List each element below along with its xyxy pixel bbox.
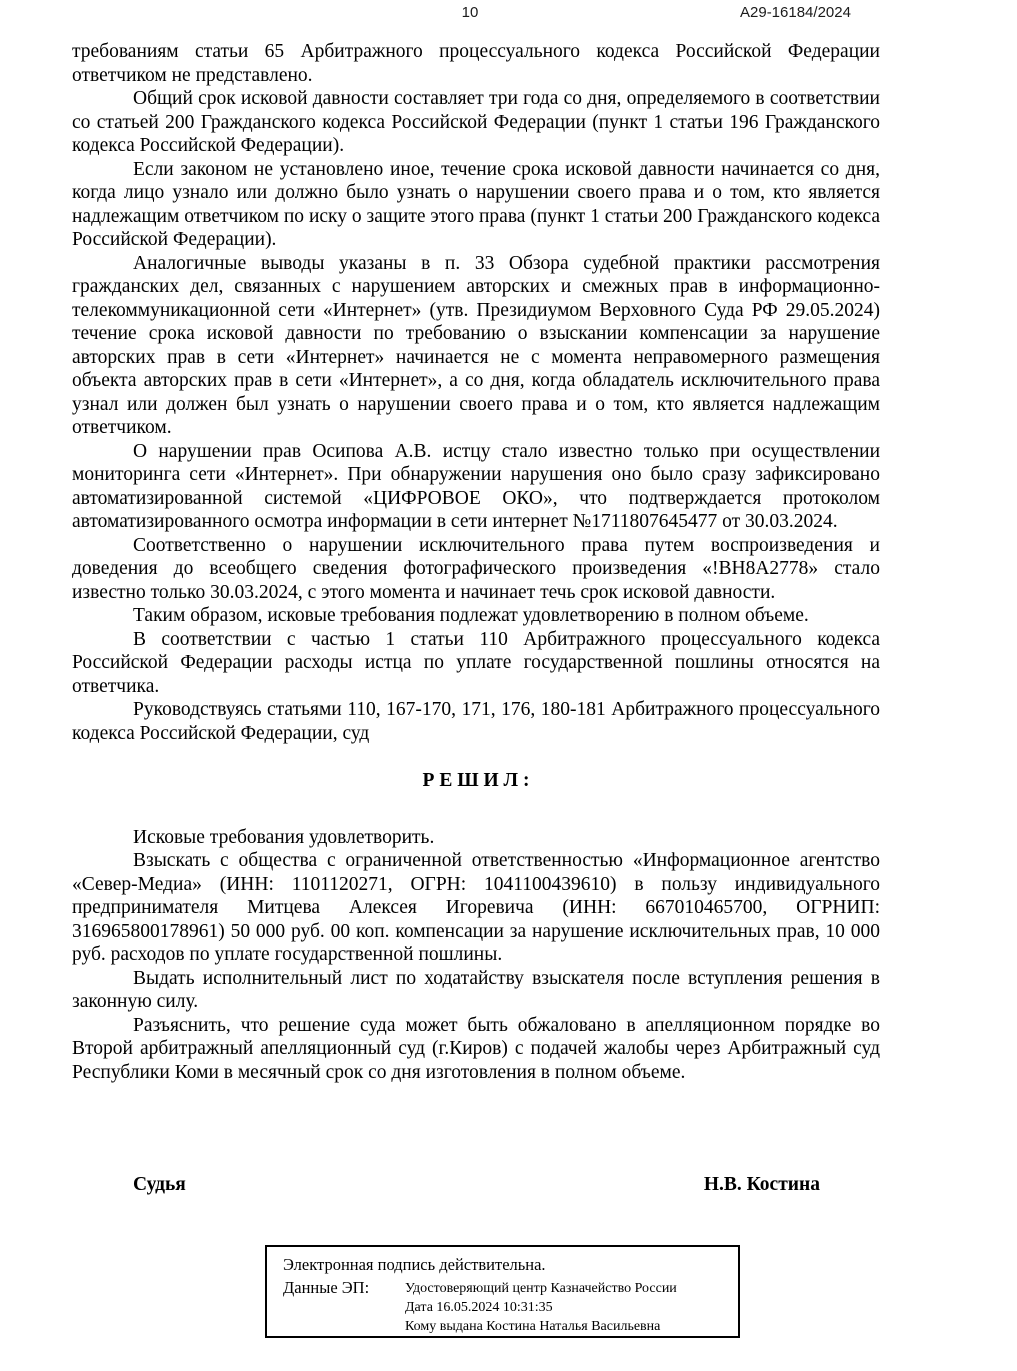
esign-data-label: Данные ЭП: xyxy=(283,1278,370,1297)
signature-row xyxy=(72,1173,880,1197)
page-number: 10 xyxy=(461,4,479,21)
decision-paragraph: Выдать исполнительный лист по ходатайству взыскателя после вступления решения в законную силу. xyxy=(72,967,880,1012)
esign-valid-text: Электронная подпись действительна. xyxy=(283,1255,546,1274)
case-number: A29-16184/2024 xyxy=(740,4,851,21)
esign-details xyxy=(405,1277,677,1336)
body-paragraph: В соответствии с частью 1 статьи 110 Арбитражного процессуального кодекса Российской Федерации расходы истца по уплате государственной пошлины относятся на ответчика. xyxy=(72,628,880,697)
body-paragraph: Руководствуясь статьями 110, 167-170, 171, 176, 180-181 Арбитражного процессуального кодекса Российской Федерации, суд xyxy=(72,699,880,744)
body-paragraph: требованиям статьи 65 Арбитражного процессуального кодекса Российской Федерации ответчиком не представлено. xyxy=(72,41,880,86)
body-paragraph: Таким образом, исковые требования подлежат удовлетворению в полном объеме. xyxy=(133,605,809,626)
esign-date: Дата 16.05.2024 10:31:35 xyxy=(405,1300,553,1315)
document-body xyxy=(72,40,880,1084)
esign-issued-to: Кому выдана Костина Наталья Васильевна xyxy=(405,1319,661,1334)
decision-paragraph: Исковые требования удовлетворить. xyxy=(133,826,435,848)
body-paragraph: О нарушении прав Осипова А.В. истцу стало известно только при осуществлении мониторинга сети «Интернет». При обнаружении нарушения оно было сразу зафиксировано автоматизированной системой «ЦИФРОВОЕ ОКО», что подтверждается протоколом автоматизированного осмотра информации в сети интернет №1711807645477 от 30.03.2024. xyxy=(72,440,880,532)
esign-stamp xyxy=(265,1245,740,1338)
body-paragraph: Если законом не установлено иное, течение срока исковой давности начинается со дня, когда лицо узнало или должно было узнать о нарушении своего права и о том, кто является надлежащим ответчиком по иску о защите этого права (пункт 1 статьи 200 Гражданского кодекса Российской Федерации). xyxy=(72,158,880,250)
judge-role-label: Судья xyxy=(133,1174,186,1195)
body-paragraph: Соответственно о нарушении исключительного права путем воспроизведения и доведения до всеобщего сведения фотографического произведения «!BH8A2778» стало известно только 30.03.2024, с этого момента и начинает течь срок исковой давности. xyxy=(72,534,880,603)
judge-name: Н.В. Костина xyxy=(703,1174,820,1195)
body-paragraph: Аналогичные выводы указаны в п. 33 Обзора судебной практики рассмотрения гражданских дел, связанных с нарушением авторских и смежных прав в информационно-телекоммуникационной сети «Интернет» (утв. Президиумом Верховного Суда РФ 29.05.2024) течение срока исковой давности по требованию о взыскании компенсации за нарушение авторских прав в сети «Интернет» начинается не с момента неправомерного размещения объекта авторских прав в сети «Интернет», а со дня, когда обладатель исключительного права узнал или должен был узнать о нарушении своего права и о том, кто является надлежащим ответчиком. xyxy=(72,252,880,438)
body-paragraph: Общий срок исковой давности составляет три года со дня, определяемого в соответствии со статьей 200 Гражданского кодекса Российской Федерации (пункт 1 статьи 196 Гражданского кодекса Российской Федерации). xyxy=(72,88,880,156)
decision-paragraph: Разъяснить, что решение суда может быть обжаловано в апелляционном порядке во Второй арбитражный апелляционный суд (г.Киров) с подачей жалобы через Арбитражный суд Республики Коми в месячный срок со дня изготовления в полном объеме. xyxy=(72,1014,880,1083)
esign-authority: Удостоверяющий центр Казначейство России xyxy=(405,1281,677,1296)
decision-paragraph: Взыскать с общества с ограниченной ответственностью «Информационное агентство «Север-Медиа» (ИНН: 1101120271, ОГРН: 1041100439610) в пользу индивидуального предпринимателя Митцева Алексея Игоревича (ИНН: 667010465700, ОГРНИП: 316965800178961) 50 000 руб. 00 коп. компенсации за нарушение исключительных прав, 10 000 руб. расходов по уплате государственной пошлины. xyxy=(72,850,880,965)
decision-heading: Р Е Ш И Л : xyxy=(422,770,530,791)
